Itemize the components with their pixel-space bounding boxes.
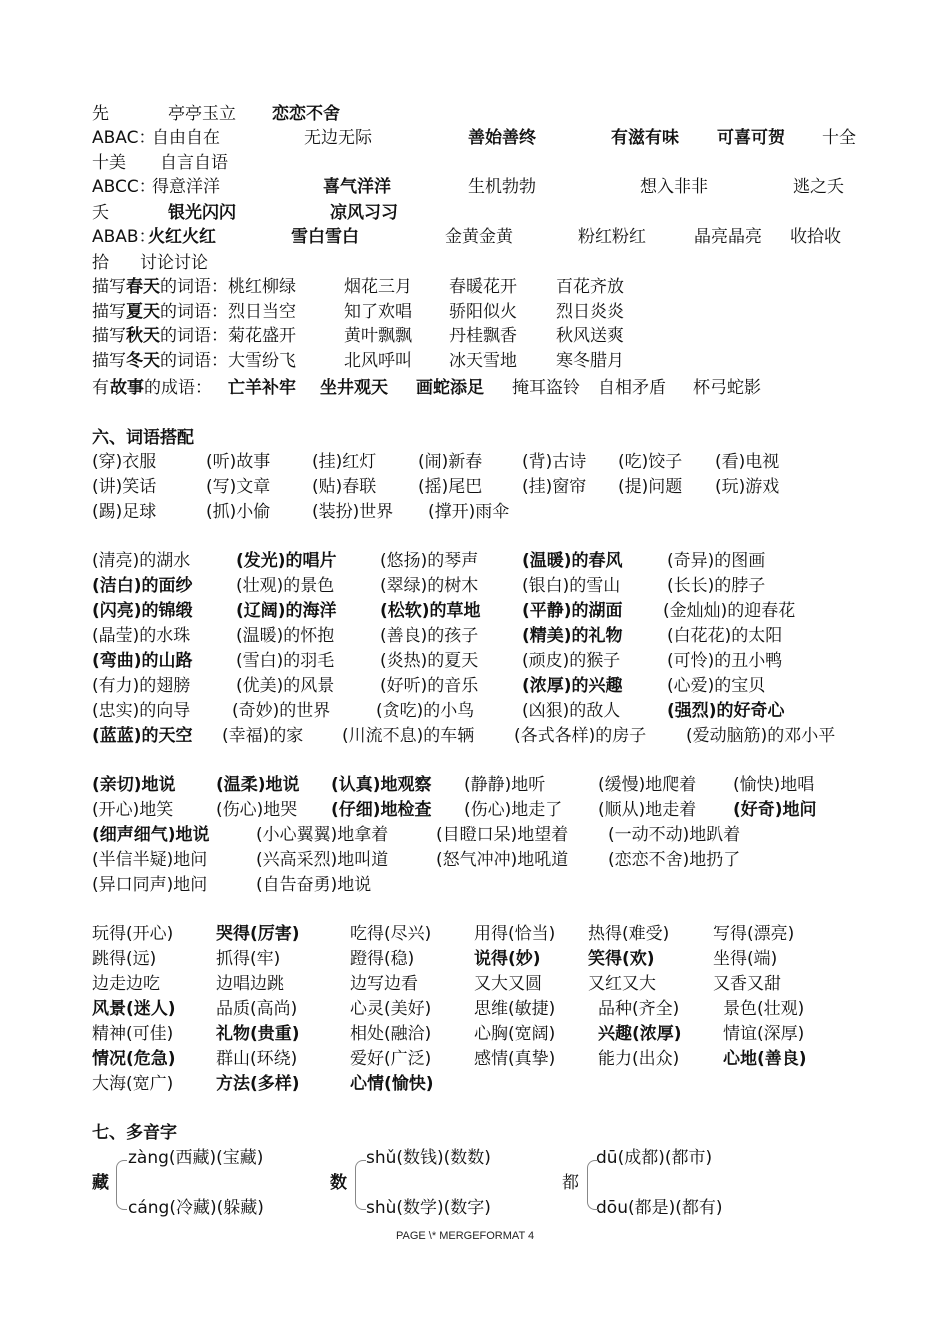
text-segment: 的词语：烈日当空 xyxy=(160,302,296,322)
text-segment: (装扮)世界 xyxy=(312,502,394,522)
text-segment: 亭亭玉立 xyxy=(168,104,236,124)
text-segment: (踢)足球 xyxy=(92,502,157,522)
text-segment: 心灵(美好) xyxy=(350,999,432,1019)
text-segment: (写)文章 xyxy=(206,477,271,497)
text-segment: (异口同声)地问 xyxy=(92,875,208,895)
text-segment: dōu(都是)(都有) xyxy=(596,1198,723,1218)
text-segment: 无边无际 xyxy=(304,128,372,148)
text-segment: (玩)游戏 xyxy=(715,477,780,497)
brace-cang xyxy=(116,1160,127,1210)
text-segment: 心地(善良) xyxy=(723,1049,807,1069)
text-segment: (看)电视 xyxy=(715,452,780,472)
text-segment: (精美)的礼物 xyxy=(522,626,623,646)
text-segment: 抓得(牢) xyxy=(216,949,281,969)
text-segment: (白花花)的太阳 xyxy=(667,626,783,646)
text-segment: 掩耳盗铃 xyxy=(512,378,580,398)
text-segment: 蹬得(稳) xyxy=(350,949,415,969)
text-segment: 品种(齐全) xyxy=(598,999,680,1019)
text-segment: 有 xyxy=(92,378,109,398)
text-segment: (顺从)地走着 xyxy=(598,800,697,820)
text-segment: 银光闪闪 xyxy=(168,203,236,223)
text-segment: 描写 xyxy=(92,302,126,322)
text-segment: 又大又圆 xyxy=(474,974,542,994)
text-segment: (优美)的风景 xyxy=(236,676,335,696)
text-segment: 知了欢唱 xyxy=(344,302,412,322)
text-segment: 春天 xyxy=(126,277,160,297)
text-segment: (吃)饺子 xyxy=(618,452,683,472)
text-segment: (奇异)的图画 xyxy=(667,551,766,571)
text-segment: (怒气冲冲)地吼道 xyxy=(436,850,569,870)
text-segment: (奇妙)的世界 xyxy=(232,701,331,721)
text-segment: 冬天 xyxy=(126,351,160,371)
text-segment: 的成语： xyxy=(144,378,212,398)
text-segment: 骄阳似火 xyxy=(449,302,517,322)
text-segment: 说得(妙) xyxy=(474,949,541,969)
text-segment: (提)问题 xyxy=(618,477,683,497)
text-segment: (兴高采烈)地叫道 xyxy=(256,850,389,870)
text-segment: 数 xyxy=(330,1173,347,1193)
text-segment: (撑开)雨伞 xyxy=(428,502,510,522)
text-segment: 七、多音字 xyxy=(92,1123,177,1143)
text-segment: (发光)的唱片 xyxy=(236,551,337,571)
text-segment: (听)故事 xyxy=(206,452,271,472)
text-segment: (平静)的湖面 xyxy=(522,601,623,621)
text-segment: 心情(愉快) xyxy=(350,1074,434,1094)
text-segment: 寒冬腊月 xyxy=(556,351,624,371)
text-segment: 十全 xyxy=(822,128,856,148)
text-segment: 坐得(端) xyxy=(713,949,778,969)
text-segment: 自由自在 xyxy=(152,128,220,148)
text-segment: (伤心)地走了 xyxy=(464,800,563,820)
text-segment: 边唱边跳 xyxy=(216,974,284,994)
text-segment: (恋恋不舍)地扔了 xyxy=(608,850,741,870)
text-segment: 讨论讨论 xyxy=(140,253,208,273)
text-segment: 边写边看 xyxy=(350,974,418,994)
text-segment: ABAC： xyxy=(92,128,156,148)
text-segment: 兴趣(浓厚) xyxy=(598,1024,682,1044)
text-segment: (悠扬)的琴声 xyxy=(380,551,479,571)
text-segment: (强烈)的好奇心 xyxy=(667,701,785,721)
text-segment: 又红又大 xyxy=(588,974,656,994)
text-segment: 画蛇添足 xyxy=(416,378,484,398)
text-segment: 的词语：大雪纷飞 xyxy=(160,351,296,371)
text-segment: (壮观)的景色 xyxy=(236,576,335,596)
text-segment: 凉风习习 xyxy=(330,203,398,223)
text-segment: (伤心)地哭 xyxy=(216,800,298,820)
text-segment: (小心翼翼)地拿着 xyxy=(256,825,389,845)
text-segment: (蓝蓝)的天空 xyxy=(92,726,193,746)
text-segment: (炎热)的夏天 xyxy=(380,651,479,671)
text-segment: ABCC： xyxy=(92,177,156,197)
text-segment: 精神(可佳) xyxy=(92,1024,174,1044)
text-segment: (温柔)地说 xyxy=(216,775,300,795)
text-segment: 生机勃勃 xyxy=(468,177,536,197)
text-segment: 边走边吃 xyxy=(92,974,160,994)
text-segment: (半信半疑)地问 xyxy=(92,850,208,870)
text-segment: (抓)小偷 xyxy=(206,502,271,522)
text-segment: (翠绿)的树木 xyxy=(380,576,479,596)
text-segment: 情况(危急) xyxy=(92,1049,176,1069)
text-segment: 笑得(欢) xyxy=(588,949,655,969)
text-segment: 跳得(远) xyxy=(92,949,157,969)
text-segment: (自告奋勇)地说 xyxy=(256,875,372,895)
text-segment: (幸福)的家 xyxy=(222,726,304,746)
text-segment: (顽皮)的猴子 xyxy=(522,651,621,671)
text-segment: 恋恋不舍 xyxy=(272,104,340,124)
text-segment: 方法(多样) xyxy=(216,1074,300,1094)
text-segment: 逃之夭 xyxy=(793,177,844,197)
text-segment: 丹桂飘香 xyxy=(449,326,517,346)
text-segment: (好奇)地问 xyxy=(733,800,817,820)
text-segment: 热得(难受) xyxy=(588,924,670,944)
text-segment: 坐井观天 xyxy=(320,378,388,398)
text-segment: zàng(西藏)(宝藏) xyxy=(128,1148,264,1168)
text-segment: (好听)的音乐 xyxy=(380,676,479,696)
text-segment: 百花齐放 xyxy=(556,277,624,297)
text-segment: 群山(环绕) xyxy=(216,1049,298,1069)
text-segment: shù(数学)(数字) xyxy=(366,1198,491,1218)
text-segment: (贪吃)的小鸟 xyxy=(376,701,475,721)
text-segment: 夏天 xyxy=(126,302,160,322)
text-segment: shǔ(数钱)(数数) xyxy=(366,1148,491,1168)
page-footer: PAGE \* MERGEFORMAT 4 xyxy=(396,1230,535,1242)
text-segment: 烟花三月 xyxy=(344,277,412,297)
text-segment: 品质(高尚) xyxy=(216,999,298,1019)
text-segment: (金灿灿)的迎春花 xyxy=(663,601,796,621)
text-segment: (闪亮)的锦缎 xyxy=(92,601,193,621)
text-segment: 大海(宽广) xyxy=(92,1074,174,1094)
text-segment: 用得(恰当) xyxy=(474,924,556,944)
text-segment: 的词语：桃红柳绿 xyxy=(160,277,296,297)
text-segment: 自相矛盾 xyxy=(598,378,666,398)
text-segment: (清亮)的湖水 xyxy=(92,551,191,571)
text-segment: (川流不息)的车辆 xyxy=(342,726,475,746)
brace-dou xyxy=(587,1160,598,1210)
text-segment: 得意洋洋 xyxy=(152,177,220,197)
text-segment: 爱好(广泛) xyxy=(350,1049,432,1069)
text-segment: 可喜可贺 xyxy=(717,128,785,148)
text-segment: 哭得(厉害) xyxy=(216,924,300,944)
text-segment: 吃得(尽兴) xyxy=(350,924,432,944)
text-segment: (爱动脑筋)的邓小平 xyxy=(686,726,836,746)
text-segment: 雪白雪白 xyxy=(291,227,359,247)
text-segment: (各式各样)的房子 xyxy=(514,726,647,746)
text-segment: (开心)地笑 xyxy=(92,800,174,820)
text-segment: 情谊(深厚) xyxy=(723,1024,805,1044)
text-segment: 自言自语 xyxy=(160,153,228,173)
brace-shu xyxy=(355,1160,366,1210)
text-segment: (闹)新春 xyxy=(418,452,483,472)
text-segment: 心胸(宽阔) xyxy=(474,1024,556,1044)
text-segment: 拾 xyxy=(92,253,109,273)
text-segment: (背)古诗 xyxy=(522,452,587,472)
text-segment: (挂)窗帘 xyxy=(522,477,587,497)
text-segment: 描写 xyxy=(92,326,126,346)
text-segment: 又香又甜 xyxy=(713,974,781,994)
text-segment: 火红火红 xyxy=(148,227,216,247)
text-segment: 晶亮晶亮 xyxy=(694,227,762,247)
text-segment: 秋风送爽 xyxy=(556,326,624,346)
text-segment: (洁白)的面纱 xyxy=(92,576,193,596)
text-segment: 写得(漂亮) xyxy=(713,924,795,944)
text-segment: 想入非非 xyxy=(640,177,708,197)
text-segment: (目瞪口呆)地望着 xyxy=(436,825,569,845)
text-segment: (浓厚)的兴趣 xyxy=(522,676,623,696)
text-segment: 喜气洋洋 xyxy=(323,177,391,197)
text-segment: dū(成都)(都市) xyxy=(596,1148,713,1168)
text-segment: 景色(壮观) xyxy=(723,999,805,1019)
text-segment: 善始善终 xyxy=(468,128,536,148)
text-segment: (愉快)地唱 xyxy=(733,775,815,795)
text-segment: 黄叶飘飘 xyxy=(344,326,412,346)
text-segment: 北风呼叫 xyxy=(344,351,412,371)
text-segment: 亡羊补牢 xyxy=(228,378,296,398)
text-segment: (温暖)的怀抱 xyxy=(236,626,335,646)
text-segment: (辽阔)的海洋 xyxy=(236,601,337,621)
text-segment: 秋天 xyxy=(126,326,160,346)
text-segment: (摇)尾巴 xyxy=(418,477,483,497)
text-segment: 夭 xyxy=(92,203,109,223)
text-segment: (缓慢)地爬着 xyxy=(598,775,697,795)
text-segment: 风景(迷人) xyxy=(92,999,176,1019)
text-segment: 能力(出众) xyxy=(598,1049,680,1069)
text-segment: (弯曲)的山路 xyxy=(92,651,193,671)
text-segment: 描写 xyxy=(92,351,126,371)
text-segment: (善良)的孩子 xyxy=(380,626,479,646)
text-segment: (心爱)的宝贝 xyxy=(667,676,766,696)
text-segment: (松软)的草地 xyxy=(380,601,481,621)
text-segment: 先 xyxy=(92,104,109,124)
text-segment: 十美 xyxy=(92,153,126,173)
text-segment: 收拾收 xyxy=(790,227,841,247)
text-segment: (雪白)的羽毛 xyxy=(236,651,335,671)
text-segment: 粉红粉红 xyxy=(578,227,646,247)
text-segment: 相处(融洽) xyxy=(350,1024,432,1044)
text-segment: (晶莹)的水珠 xyxy=(92,626,191,646)
text-segment: (一动不动)地趴着 xyxy=(608,825,741,845)
text-segment: 的词语：菊花盛开 xyxy=(160,326,296,346)
text-segment: 六、词语搭配 xyxy=(92,428,194,448)
text-segment: cáng(冷藏)(躲藏) xyxy=(128,1198,264,1218)
text-segment: 描写 xyxy=(92,277,126,297)
text-segment: 礼物(贵重) xyxy=(216,1024,300,1044)
text-segment: (贴)春联 xyxy=(312,477,377,497)
text-segment: 故事 xyxy=(110,378,144,398)
text-segment: (细声细气)地说 xyxy=(92,825,210,845)
text-segment: (忠实)的向导 xyxy=(92,701,191,721)
text-segment: 感情(真挚) xyxy=(474,1049,556,1069)
text-segment: (有力)的翅膀 xyxy=(92,676,191,696)
text-segment: 金黄金黄 xyxy=(445,227,513,247)
text-segment: 春暖花开 xyxy=(449,277,517,297)
text-segment: (静静)地听 xyxy=(464,775,546,795)
text-segment: 思维(敏捷) xyxy=(474,999,556,1019)
text-segment: (温暖)的春风 xyxy=(522,551,623,571)
text-segment: (挂)红灯 xyxy=(312,452,377,472)
text-segment: (亲切)地说 xyxy=(92,775,176,795)
text-segment: 杯弓蛇影 xyxy=(693,378,761,398)
text-segment: 玩得(开心) xyxy=(92,924,174,944)
text-segment: 烈日炎炎 xyxy=(556,302,624,322)
text-segment: (认真)地观察 xyxy=(331,775,432,795)
text-segment: 都 xyxy=(562,1173,579,1193)
text-segment: (可怜)的丑小鸭 xyxy=(667,651,783,671)
text-segment: (讲)笑话 xyxy=(92,477,157,497)
text-segment: 藏 xyxy=(92,1173,109,1193)
text-segment: (长长)的脖子 xyxy=(667,576,766,596)
text-segment: (银白)的雪山 xyxy=(522,576,621,596)
text-segment: (仔细)地检查 xyxy=(331,800,432,820)
text-segment: (凶狠)的敌人 xyxy=(522,701,621,721)
text-segment: 冰天雪地 xyxy=(449,351,517,371)
text-segment: (穿)衣服 xyxy=(92,452,157,472)
text-segment: 有滋有味 xyxy=(611,128,679,148)
text-segment: ABAB： xyxy=(92,227,156,247)
